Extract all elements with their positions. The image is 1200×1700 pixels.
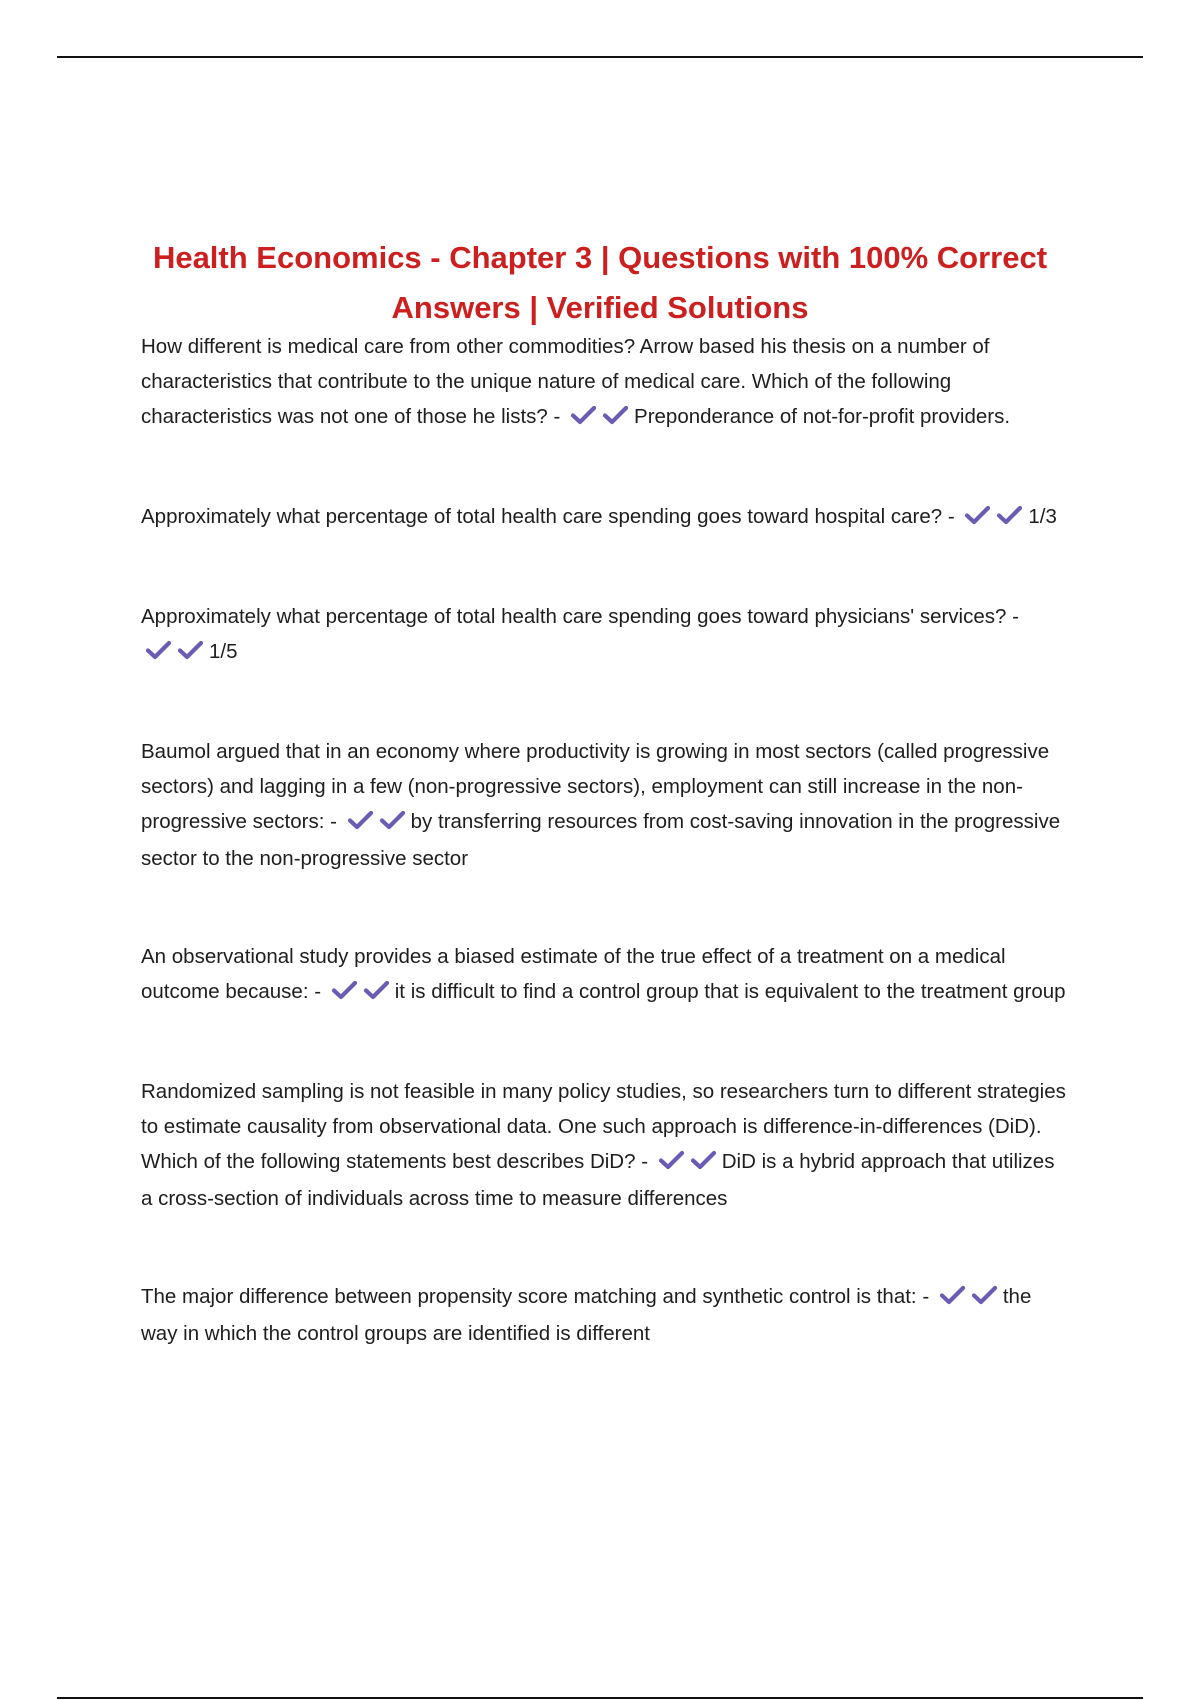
check-mark-icon (379, 810, 406, 830)
check-mark-icon (602, 405, 629, 425)
question-text: Baumol argued that in an economy where productivity is growing in most sectors (called progressive sectors) and lagging in a few (non-progressive sectors), employment can still increase in the non-progressive sectors: (141, 740, 1050, 833)
check-mark-icon (570, 405, 597, 425)
qa-item (141, 939, 1069, 1011)
check-mark-icon (658, 1150, 685, 1170)
question-text: Randomized sampling is not feasible in many policy studies, so researchers turn to different strategies to estimate causality from observational data. One such approach is difference-in-differences (DiD). Which of the following statements best describes DiD? (141, 1080, 1066, 1173)
separator: - (324, 810, 343, 833)
qa-item (141, 734, 1069, 876)
answer-text: DiD is a hybrid approach that utilizes a cross-section of individuals across time to measure differences (141, 1150, 1055, 1210)
top-rule (57, 56, 1143, 58)
separator: - (942, 505, 961, 528)
check-mark-icon (939, 1285, 966, 1305)
check-mark-icon (996, 505, 1023, 525)
check-mark-icon (331, 980, 358, 1000)
answer-text: 1/5 (209, 640, 238, 663)
answer-text: 1/3 (1028, 505, 1057, 528)
separator: - (635, 1150, 654, 1173)
answer-text: by transferring resources from cost-saving innovation in the progressive sector to the non-progressive sector (141, 810, 1061, 870)
answer-text: it is difficult to find a control group that is equivalent to the treatment group (394, 980, 1066, 1003)
separator: - (308, 980, 327, 1003)
double-check-icon (331, 976, 393, 1011)
question-text: Approximately what percentage of total health care spending goes toward physicians' services? (141, 605, 1007, 628)
separator: - (1006, 605, 1019, 628)
check-mark-icon (347, 810, 374, 830)
double-check-icon (939, 1281, 1001, 1316)
answer-text: the way in which the control groups are identified is different (141, 1285, 1032, 1345)
double-check-icon (145, 636, 207, 671)
double-check-icon (658, 1146, 720, 1181)
check-mark-icon (964, 505, 991, 525)
double-check-icon (347, 806, 409, 841)
qa-item (141, 499, 1069, 536)
qa-item (141, 599, 1069, 671)
check-mark-icon (145, 640, 172, 660)
answer-text: Preponderance of not-for-profit providers. (634, 405, 1011, 428)
check-mark-icon (690, 1150, 717, 1170)
double-check-icon (570, 401, 632, 436)
bottom-rule (57, 1697, 1143, 1699)
question-text: An observational study provides a biased estimate of the true effect of a treatment on a medical outcome because: (141, 945, 1006, 1003)
double-check-icon (964, 501, 1026, 536)
qa-item (141, 1279, 1069, 1351)
separator: - (547, 405, 567, 428)
question-text: How different is medical care from other commodities? Arrow based his thesis on a number of characteristics that contribute to the unique nature of medical care. Which of the following characteristics was not one of those he lists? (141, 335, 990, 428)
question-text: Approximately what percentage of total health care spending goes toward hospital care? (141, 505, 943, 528)
check-mark-icon (971, 1285, 998, 1305)
question-text: The major difference between propensity score matching and synthetic control is that: (141, 1285, 917, 1308)
check-mark-icon (363, 980, 390, 1000)
separator: - (916, 1285, 935, 1308)
qa-item (141, 1074, 1069, 1216)
qa-list (141, 329, 1069, 1414)
document-title: Health Economics - Chapter 3 | Questions with 100% Correct Answers | Verified Solutions (152, 239, 1048, 325)
check-mark-icon (177, 640, 204, 660)
qa-item (141, 329, 1069, 436)
